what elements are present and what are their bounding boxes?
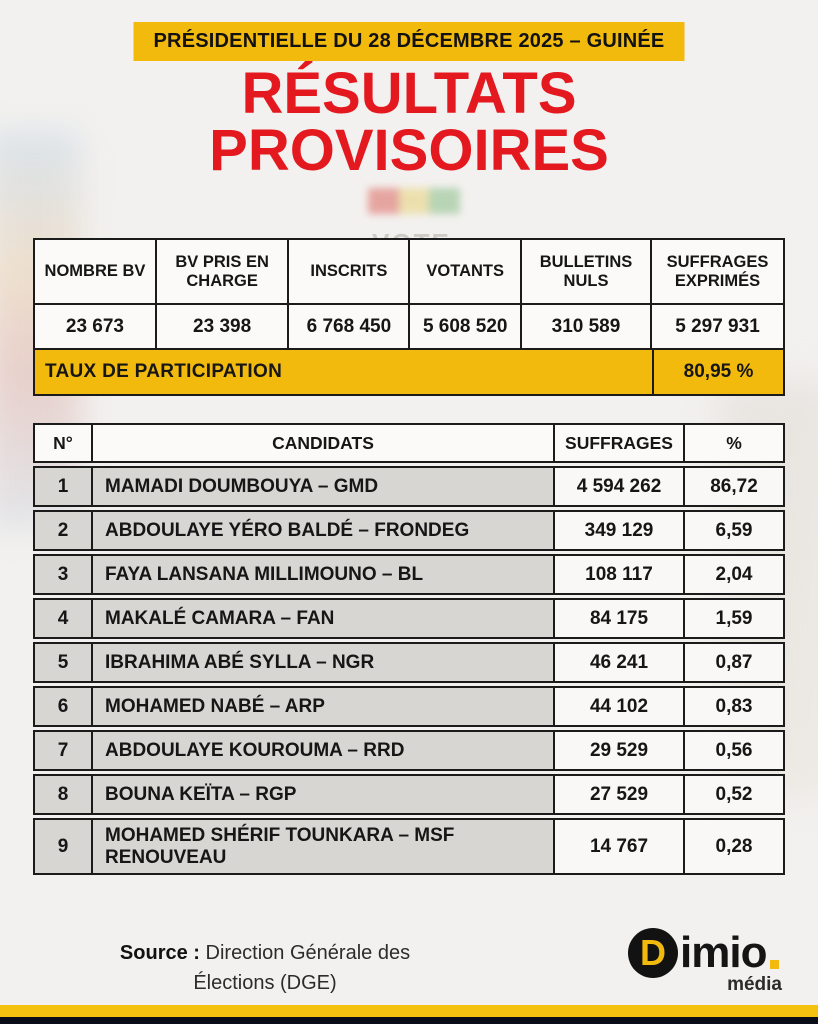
candidate-suffrages: 46 241 [555,642,685,683]
candidate-rank: 6 [33,686,93,727]
results-header-candidats: CANDIDATS [93,423,555,463]
background-flag [368,188,460,214]
candidate-rank: 3 [33,554,93,595]
source-label: Source : [119,942,200,964]
candidate-suffrages: 349 129 [555,510,685,551]
stats-table [33,238,785,396]
candidate-rank: 7 [33,730,93,771]
candidate-name: BOUNA KEÏTA – RGP [93,774,555,815]
stats-value-nombre-bv: 23 673 [35,303,157,348]
stats-value-bv-pris-en-charge: 23 398 [157,303,289,348]
stats-header-row [35,240,783,303]
table-row [33,730,785,771]
source-note [70,938,460,998]
candidate-pct: 86,72 [685,466,785,507]
table-row [33,818,785,875]
participation-value: 80,95 % [652,350,783,394]
candidate-suffrages: 29 529 [555,730,685,771]
page-title-line1: RÉSULTATS [241,61,577,126]
stats-header-bulletins-nuls: BULLETINS NULS [522,240,652,303]
bottom-yellow-bar [0,1005,818,1017]
candidate-pct: 0,56 [685,730,785,771]
bottom-dark-bar [0,1017,818,1024]
page-title [0,61,818,183]
candidate-rank: 8 [33,774,93,815]
results-header-suffrages: SUFFRAGES [555,423,685,463]
flag-stripe-red [368,188,399,214]
candidate-name: MOHAMED NABÉ – ARP [93,686,555,727]
flag-stripe-yellow [399,188,430,214]
stats-header-suffrages-exprimes: SUFFRAGES EXPRIMÉS [652,240,783,303]
candidate-pct: 0,28 [685,818,785,875]
dimio-media-logo [628,928,788,996]
stats-value-inscrits: 6 768 450 [289,303,410,348]
logo-dot-icon [770,960,779,969]
candidate-pct: 0,52 [685,774,785,815]
logo-wordmark [628,928,788,978]
candidate-pct: 0,87 [685,642,785,683]
candidate-suffrages: 14 767 [555,818,685,875]
candidate-rank: 4 [33,598,93,639]
logo-d-icon [628,928,678,978]
stats-header-inscrits: INSCRITS [289,240,410,303]
flag-stripe-green [429,188,460,214]
stats-value-suffrages-exprimes: 5 297 931 [652,303,783,348]
table-row [33,774,785,815]
candidate-rank: 1 [33,466,93,507]
page-title-line2: PROVISOIRES [209,117,609,183]
logo-subtext: média [727,974,782,995]
candidate-pct: 0,83 [685,686,785,727]
table-row [33,466,785,507]
table-row [33,686,785,727]
candidate-name: MOHAMED SHÉRIF TOUNKARA – MSF RENOUVEAU [93,818,555,875]
candidate-name: ABDOULAYE KOUROUMA – RRD [93,730,555,771]
logo-d-letter: D [640,932,666,973]
candidate-name: MAMADI DOUMBOUYA – GMD [93,466,555,507]
source-line1: Direction Générale des [205,942,411,964]
table-row [33,554,785,595]
stats-value-votants: 5 608 520 [410,303,521,348]
candidate-suffrages: 108 117 [555,554,685,595]
candidate-name: FAYA LANSANA MILLIMOUNO – BL [93,554,555,595]
participation-row [35,348,783,394]
results-header-rank: N° [33,423,93,463]
candidate-suffrages: 84 175 [555,598,685,639]
logo-text: imio [680,928,767,977]
candidate-name: IBRAHIMA ABÉ SYLLA – NGR [93,642,555,683]
table-row [33,510,785,551]
candidate-suffrages: 4 594 262 [555,466,685,507]
candidate-suffrages: 27 529 [555,774,685,815]
candidate-name: MAKALÉ CAMARA – FAN [93,598,555,639]
candidate-rank: 9 [33,818,93,875]
candidate-suffrages: 44 102 [555,686,685,727]
candidate-rank: 2 [33,510,93,551]
results-header-row [33,423,785,463]
candidate-pct: 6,59 [685,510,785,551]
stats-values-row [35,303,783,348]
candidate-rank: 5 [33,642,93,683]
source-line2: Élections (DGE) [193,972,337,994]
candidate-name: ABDOULAYE YÉRO BALDÉ – FRONDEG [93,510,555,551]
candidate-pct: 2,04 [685,554,785,595]
candidate-pct: 1,59 [685,598,785,639]
stats-header-nombre-bv: NOMBRE BV [35,240,157,303]
table-row [33,642,785,683]
participation-label: TAUX DE PARTICIPATION [35,350,652,394]
stats-header-votants: VOTANTS [410,240,521,303]
results-header-pct: % [685,423,785,463]
table-row [33,598,785,639]
election-banner: PRÉSIDENTIELLE DU 28 DÉCEMBRE 2025 – GUINÉE [134,22,685,61]
results-table [33,420,785,878]
stats-value-bulletins-nuls: 310 589 [522,303,652,348]
stats-header-bv-pris-en-charge: BV PRIS EN CHARGE [157,240,289,303]
